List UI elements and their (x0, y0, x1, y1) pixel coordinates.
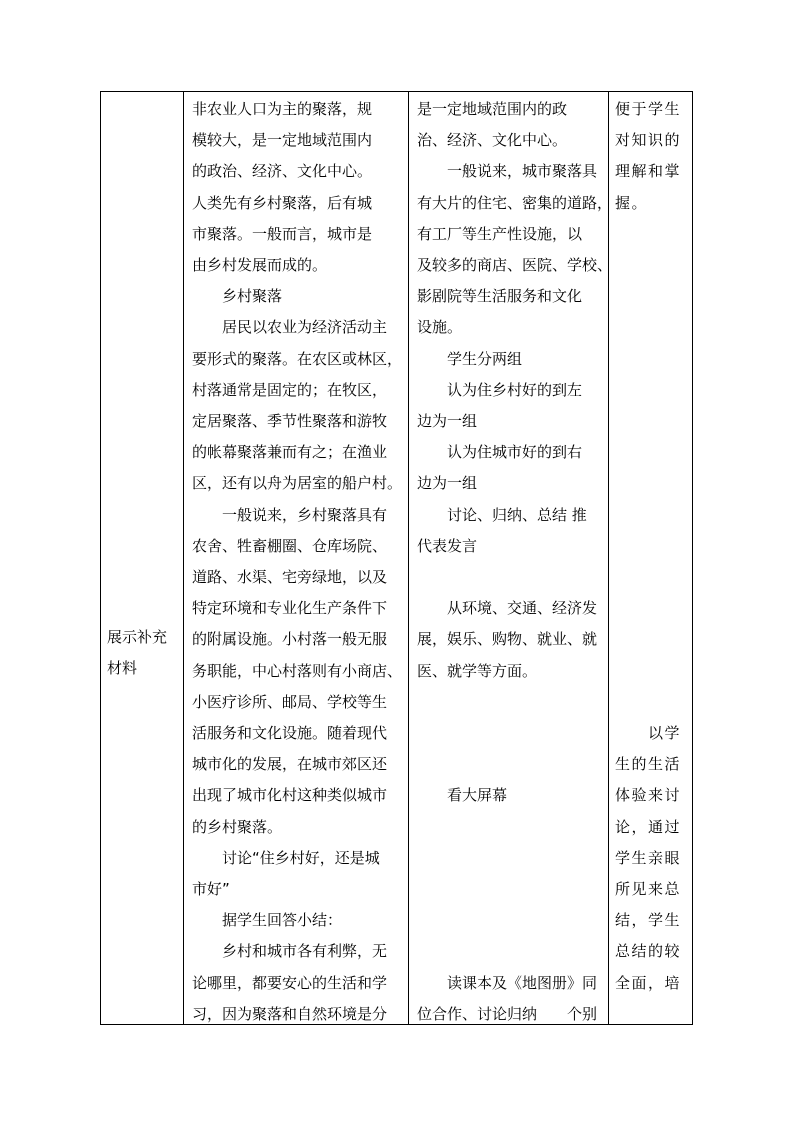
student-text-line: 认为住乡村好的到左 (417, 380, 583, 399)
intent-text-line (615, 656, 691, 687)
teacher-text-line: 乡村聚落 (192, 287, 283, 306)
intent-text-line: 所见来总 (615, 880, 682, 899)
student-text-line: 医、就学等方面。 (417, 661, 538, 680)
teacher-text-line: 出现了城市化村这种类似城市 (192, 786, 388, 805)
intent-text-line: 以学 (615, 724, 682, 743)
intent-text-line: 全面，培 (615, 973, 682, 992)
student-text-line: 边为一组 (417, 412, 478, 431)
teacher-text-line: 乡村和城市各有利弊，无 (192, 942, 388, 961)
intent-text-line: 生的生活 (615, 755, 682, 774)
section-label-line: 展示补充 (107, 628, 168, 646)
teacher-text-line: 的帐幕聚落兼而有之；在渔业 (192, 443, 388, 462)
teacher-text-line: 居民以农业为经济活动主 (192, 318, 388, 337)
intent-text-line (615, 281, 691, 312)
student-text-line: 边为一组 (417, 474, 478, 493)
teacher-text-line: 农舍、牲畜棚圈、仓库场院、 (192, 536, 388, 555)
intent-text-line (615, 624, 691, 655)
student-text-line (417, 718, 605, 749)
intent-text-line: 理解和掌 (615, 162, 682, 181)
teacher-text-line: 定居聚落、季节性聚落和游牧 (192, 412, 388, 431)
teacher-text-line: 小医疗诊所、邮局、学校等生 (192, 692, 388, 711)
intent-text-line (615, 406, 691, 437)
teacher-text-line: 活服务和文化设施。随着现代 (192, 724, 388, 743)
intent-text-line: 握。 (615, 193, 649, 212)
intent-text-line (615, 593, 691, 624)
teacher-text-line: 据学生回答小结： (192, 911, 343, 930)
intent-text-line: 便于学生 (615, 100, 682, 118)
student-text-line: 学生分两组 (417, 349, 523, 368)
student-text-line (417, 812, 605, 843)
student-text-line: 位合作、讨论归纳 个别 (417, 1004, 598, 1023)
teacher-text-line: 的乡村聚落。 (192, 817, 283, 836)
teacher-text-line: 城市化的发展，在城市郊区还 (192, 755, 388, 774)
student-text-line: 一般说来，城市聚落具 (417, 162, 598, 181)
design-intent-cell (615, 94, 691, 999)
student-text-line (417, 936, 605, 967)
lesson-plan-table (100, 91, 693, 1025)
teacher-text-line: 非农业人口为主的聚落，规 (192, 100, 373, 118)
student-text-line: 从环境、交通、经济发 (417, 599, 598, 618)
column-divider (608, 92, 609, 1024)
intent-text-line (615, 219, 691, 250)
student-text-line: 及较多的商店、医院、学校、 (417, 256, 613, 275)
intent-text-line: 结，学生 (615, 911, 682, 930)
teacher-text-line: 模较大，是一定地域范围内 (192, 131, 373, 150)
column-divider (183, 92, 184, 1024)
student-text-line: 展，娱乐、购物、就业、就 (417, 630, 598, 649)
student-text-line: 读课本及《地图册》同 (417, 973, 598, 992)
section-label-cell (107, 622, 167, 684)
intent-text-line: 对知识的 (615, 131, 682, 150)
teacher-text-line: 务职能，中心村落则有小商店、 (192, 661, 403, 680)
student-text-line: 影剧院等生活服务和文化 (417, 287, 583, 306)
intent-text-line (615, 344, 691, 375)
teacher-text-line: 市好” (192, 880, 230, 899)
teacher-text-line: 一般说来，乡村聚落具有 (192, 505, 388, 524)
student-text-line (417, 843, 605, 874)
student-text-line: 治、经济、文化中心。 (417, 131, 568, 150)
section-label-line: 材料 (107, 659, 138, 677)
student-text-line (417, 905, 605, 936)
student-text-line: 有工厂等生产性设施，以 (417, 224, 583, 243)
teacher-text-line: 要形式的聚落。在农区或林区， (192, 349, 403, 368)
student-text-line: 代表发言 (417, 536, 478, 555)
teacher-text-line: 村落通常是固定的；在牧区， (192, 380, 388, 399)
teacher-activity-cell (192, 94, 404, 1030)
intent-text-line: 体验来讨 (615, 786, 682, 805)
student-text-line: 有大片的住宅、密集的道路， (417, 193, 613, 212)
intent-text-line: 论，通过 (615, 817, 682, 836)
column-divider (408, 92, 409, 1024)
teacher-text-line: 的政治、经济、文化中心。 (192, 162, 373, 181)
student-text-line (417, 874, 605, 905)
student-text-line (417, 562, 605, 593)
student-text-line: 设施。 (417, 318, 463, 337)
teacher-text-line: 论哪里，都要安心的生活和学 (192, 973, 388, 992)
intent-text-line: 总结的较 (615, 942, 682, 961)
teacher-text-line: 习，因为聚落和自然环境是分 (192, 1004, 388, 1023)
student-text-line: 是一定地域范围内的政 (417, 100, 568, 118)
intent-text-line (615, 312, 691, 343)
teacher-text-line: 道路、水渠、宅旁绿地，以及 (192, 568, 388, 587)
student-text-line: 看大屏幕 (417, 786, 508, 805)
student-text-line: 讨论、归纳、总结 推 (417, 505, 587, 524)
student-text-line: 认为住城市好的到右 (417, 443, 583, 462)
intent-text-line (615, 562, 691, 593)
student-text-line (417, 687, 605, 718)
teacher-text-line: 人类先有乡村聚落，后有城 (192, 193, 373, 212)
intent-text-line (615, 687, 691, 718)
student-activity-cell (417, 94, 613, 1030)
teacher-text-line: 区，还有以舟为居室的船户村。 (192, 474, 403, 493)
teacher-text-line: 的附属设施。小村落一般无服 (192, 630, 388, 649)
teacher-text-line: 讨论“住乡村好，还是城 (192, 848, 380, 867)
intent-text-line (615, 468, 691, 499)
intent-text-line (615, 375, 691, 406)
teacher-text-line: 特定环境和专业化生产条件下 (192, 599, 388, 618)
intent-text-line (615, 437, 691, 468)
teacher-text-line: 市聚落。一般而言，城市是 (192, 224, 373, 243)
intent-text-line: 学生亲眼 (615, 848, 682, 867)
teacher-text-line: 由乡村发展而成的。 (192, 256, 328, 275)
intent-text-line (615, 531, 691, 562)
intent-text-line (615, 500, 691, 531)
student-text-line (417, 749, 605, 780)
intent-text-line (615, 250, 691, 281)
